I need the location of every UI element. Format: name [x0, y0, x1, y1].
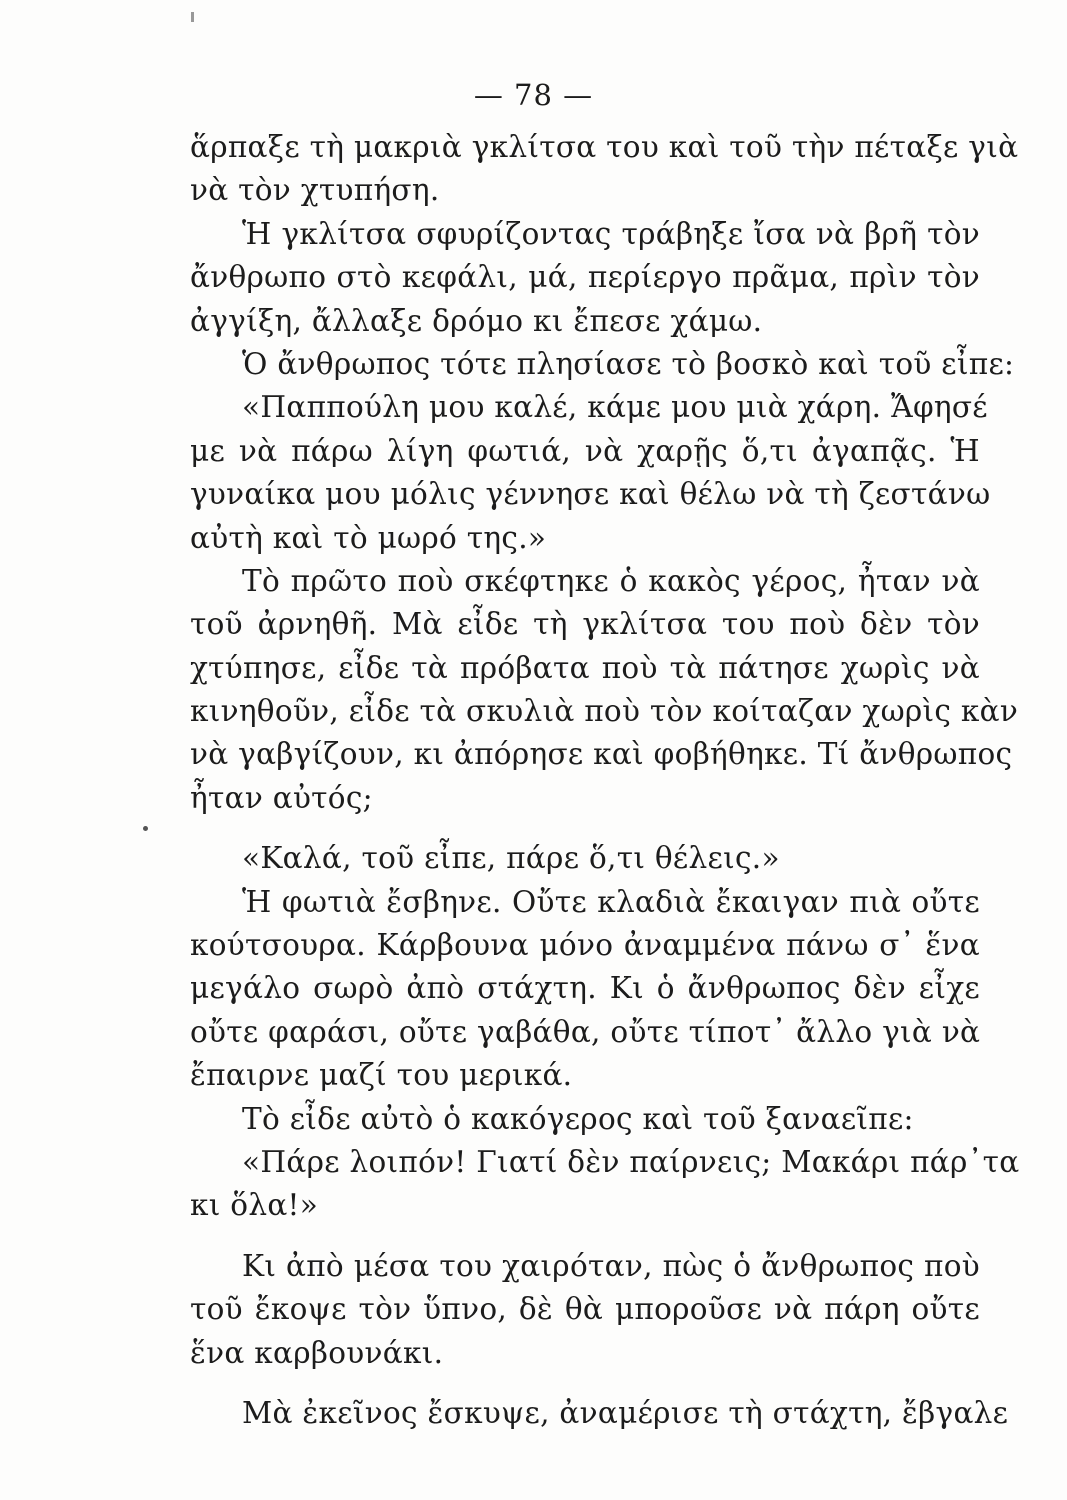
text-line: ἔπαιρνε μαζί του μερικά.	[190, 1058, 573, 1093]
text-line: ἅρπαξε τὴ μακριὰ γκλίτσα του καὶ τοῦ τὴν πέταξε γιὰ	[190, 130, 1019, 164]
text-line: αὐτὴ καὶ τὸ μωρό της.»	[190, 520, 547, 555]
body-text	[190, 126, 1020, 1435]
scan-mark	[143, 826, 148, 831]
text-line: ἕνα καρβουνάκι.	[190, 1335, 444, 1370]
text-line: Κι ἀπὸ μέσα του χαιρόταν, πὼς ὁ ἄνθρωπος ποὺ	[242, 1248, 980, 1283]
text-line: γυναίκα μου μόλις γέννησε καὶ θέλω νὰ τὴ ζεστάνω	[190, 477, 991, 512]
text-line: μεγάλο σωρὸ ἀπὸ στάχτη. Κι ὁ ἄνθρωπος δὲν εἶχε	[190, 971, 980, 1006]
text-line: τοῦ ἀρνηθῆ. Μὰ εἶδε τὴ γκλίτσα του ποὺ δὲν τὸν	[190, 607, 980, 642]
text-line: «Πάρε λοιπόν! Γιατί δὲν παίρνεις; Μακάρι πάρ᾽τα	[242, 1144, 1020, 1179]
text-line: Τὸ εἶδε αὐτὸ ὁ κακόγερος καὶ τοῦ ξαναεῖπε:	[242, 1101, 914, 1136]
text-line: ἄνθρωπο στὸ κεφάλι, μά, περίεργο πρᾶμα, πρὶν τὸν	[190, 260, 980, 295]
text-line: με νὰ πάρω λίγη φωτιά, νὰ χαρῇς ὅ,τι ἀγαπᾷς. Ἡ	[190, 433, 980, 468]
text-line: ἀγγίξη, ἄλλαξε δρόμο κι ἔπεσε χάμω.	[190, 303, 763, 338]
text-line: Μὰ ἐκεῖνος ἔσκυψε, ἀναμέρισε τὴ στάχτη, ἔβγαλε	[242, 1395, 1009, 1430]
text-line: τοῦ ἔκοψε τὸν ὕπνο, δὲ θὰ μποροῦσε νὰ πάρη οὔτε	[190, 1292, 980, 1327]
text-line: Ἡ φωτιὰ ἔσβηνε. Οὔτε κλαδιὰ ἔκαιγαν πιὰ οὔτε	[242, 884, 980, 919]
text-line: «Παππούλη μου καλέ, κάμε μου μιὰ χάρη. Ἄφησέ	[242, 390, 988, 425]
text-line: νὰ γαβγίζουν, κι ἀπόρησε καὶ φοβήθηκε. Τί ἄνθρωπος	[190, 737, 1013, 772]
text-line: οὔτε φαράσι, οὔτε γαβάθα, οὔτε τίποτ᾽ ἄλλο γιὰ νὰ	[190, 1014, 981, 1049]
text-line: κινηθοῦν, εἶδε τὰ σκυλιὰ ποὺ τὸν κοίταζαν χωρὶς κὰν	[190, 694, 1019, 729]
text-line: Τὸ πρῶτο ποὺ σκέφτηκε ὁ κακὸς γέρος, ἦταν νὰ	[242, 563, 980, 598]
text-line: «Καλά, τοῦ εἶπε, πάρε ὅ,τι θέλεις.»	[242, 841, 780, 876]
text-line: ἦταν αὐτός;	[190, 780, 373, 815]
scan-mark	[191, 12, 194, 22]
text-line: χτύπησε, εἶδε τὰ πρόβατα ποὺ τὰ πάτησε χωρὶς νὰ	[190, 650, 980, 685]
text-line: κούτσουρα. Κάρβουνα μόνο ἀναμμένα πάνω σ᾽ ἕνα	[190, 928, 980, 963]
text-line: Ὁ ἄνθρωπος τότε πλησίασε τὸ βοσκὸ καὶ τοῦ εἶπε:	[242, 346, 1015, 381]
page-number: — 78 —	[473, 78, 594, 112]
text-line: Ἡ γκλίτσα σφυρίζοντας τράβηξε ἴσα νὰ βρῆ τὸν	[242, 216, 980, 251]
text-line: νὰ τὸν χτυπήση.	[190, 173, 440, 208]
text-line: κι ὅλα!»	[190, 1188, 319, 1223]
